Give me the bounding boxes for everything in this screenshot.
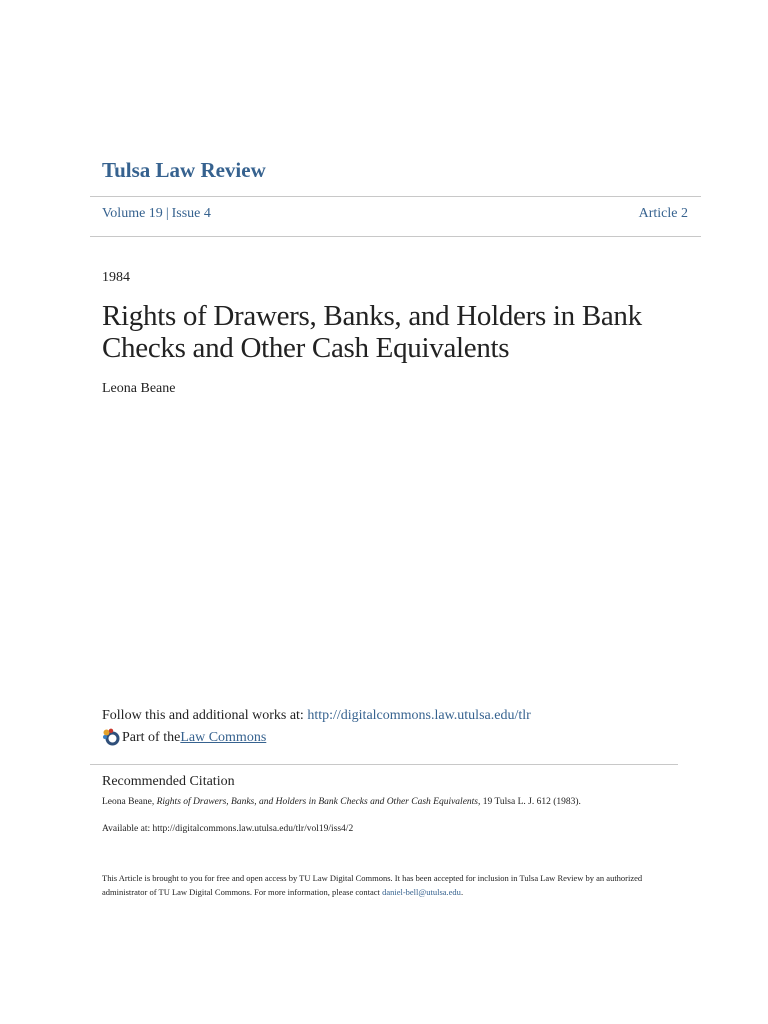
- journal-title[interactable]: Tulsa Law Review: [102, 158, 266, 182]
- article-number-link[interactable]: Article 2: [638, 206, 688, 221]
- access-notice-end: .: [460, 887, 464, 897]
- volume-issue-row: [102, 206, 211, 222]
- article-author: Leona Beane: [102, 381, 176, 396]
- law-commons-link[interactable]: Law Commons: [180, 730, 267, 745]
- contact-email-link[interactable]: daniel-bell@utulsa.edu: [382, 887, 461, 897]
- volume-link[interactable]: Volume 19: [102, 206, 163, 221]
- access-notice: [102, 871, 672, 899]
- citation-text: [102, 797, 581, 807]
- follow-prefix: Follow this and additional works at:: [102, 708, 308, 723]
- header-divider-bottom: [90, 236, 701, 237]
- citation-source: , 19 Tulsa L. J. 612 (1983).: [478, 797, 581, 807]
- citation-author: Leona Beane,: [102, 797, 157, 807]
- part-prefix: Part of the: [122, 730, 181, 745]
- publication-year: 1984: [102, 270, 130, 285]
- available-prefix: Available at:: [102, 824, 153, 834]
- available-at-line: [102, 824, 353, 834]
- citation-title: Rights of Drawers, Banks, and Holders in Bank Checks and Other Cash Equivalents: [156, 797, 478, 807]
- issue-link[interactable]: Issue 4: [171, 206, 211, 221]
- citation-divider: [90, 764, 678, 765]
- network-icon: [102, 728, 120, 746]
- article-title: Rights of Drawers, Banks, and Holders in Bank Checks and Other Cash Equivalents: [102, 300, 642, 364]
- follow-line: [102, 708, 531, 724]
- recommended-citation-heading: Recommended Citation: [102, 774, 235, 789]
- follow-url-link[interactable]: http://digitalcommons.law.utulsa.edu/tlr: [307, 708, 531, 723]
- volume-issue-separator: |: [165, 206, 169, 221]
- available-url: http://digitalcommons.law.utulsa.edu/tlr/vol19/iss4/2: [152, 824, 354, 834]
- access-notice-text: This Article is brought to you for free and open access by TU Law Digital Commons. It has been accepted for inclusion in Tulsa Law Review by an authorized administrator of TU Law Digital Commons. For more information, please contact: [102, 873, 643, 897]
- header-divider-top: [90, 196, 701, 197]
- part-of-line: [102, 729, 266, 747]
